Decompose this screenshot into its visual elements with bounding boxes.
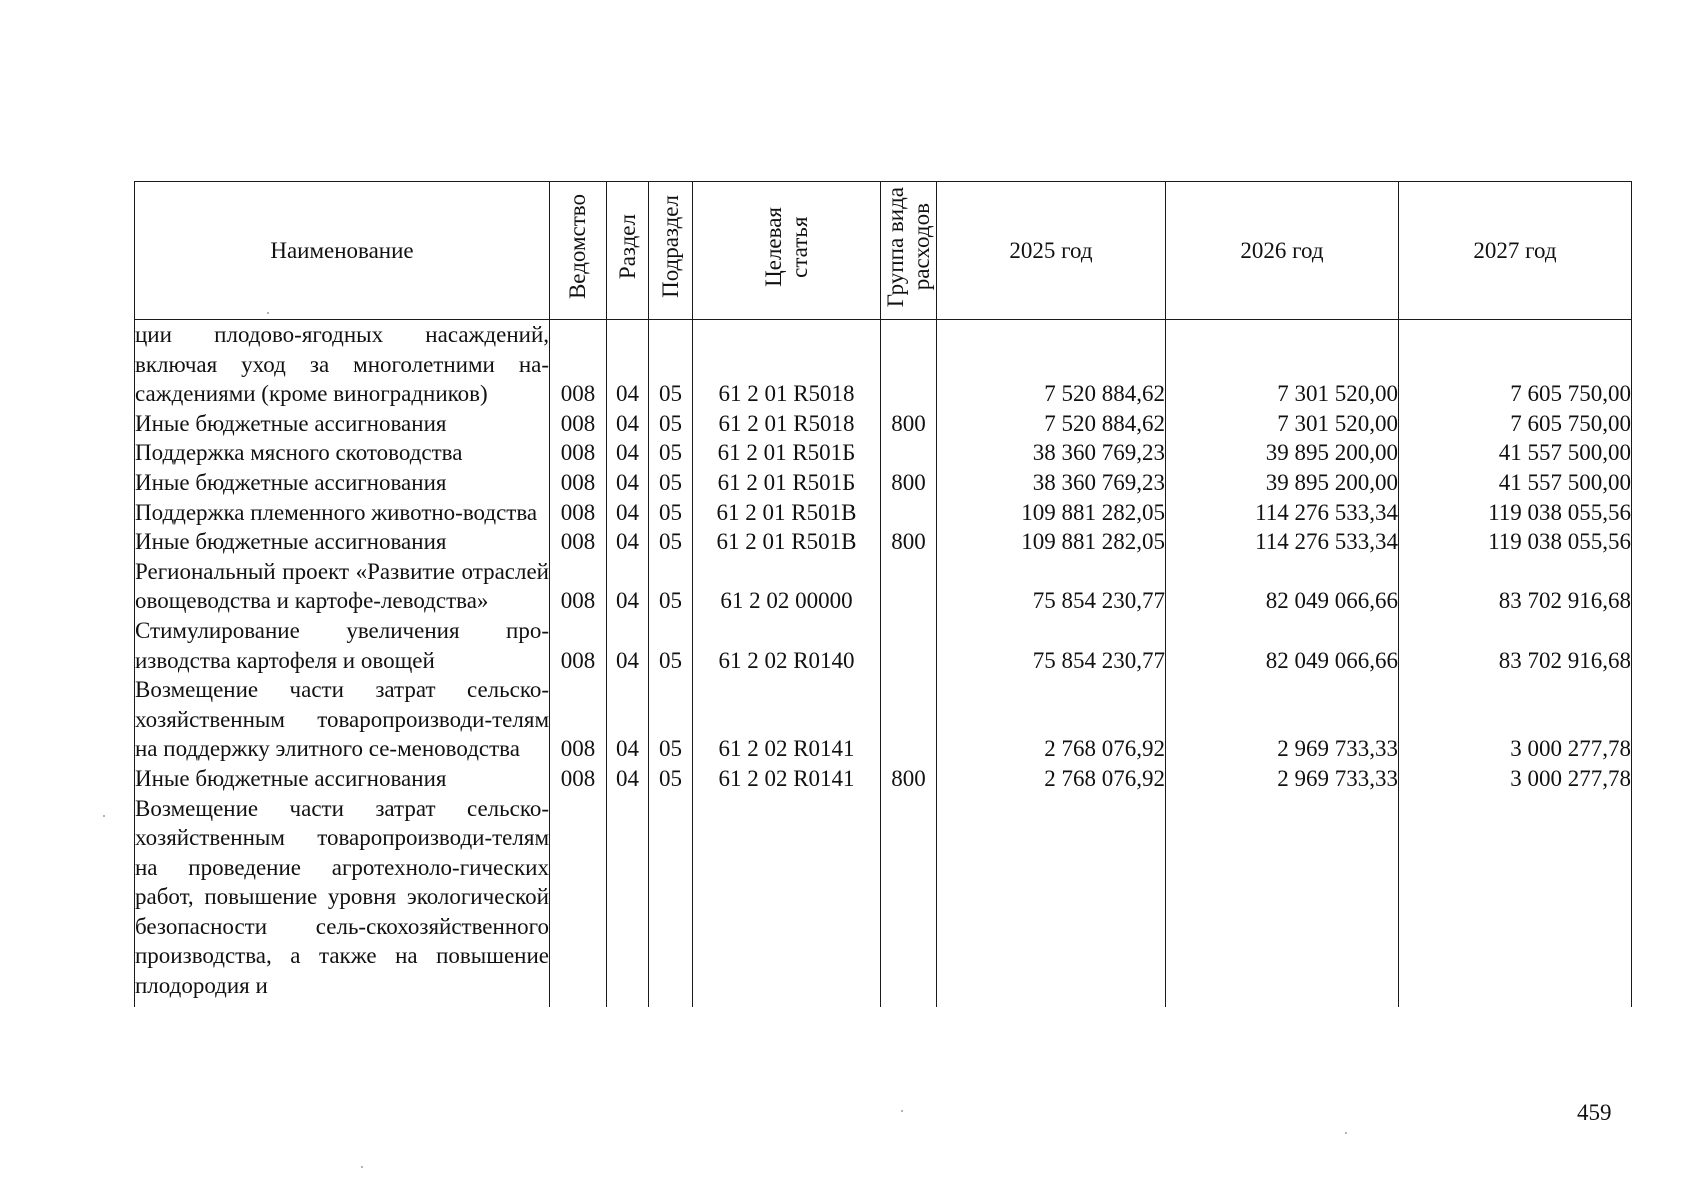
cell-amount-2027: 7 605 750,00 (1399, 409, 1632, 439)
cell-target-article: 61 2 02 R0141 (693, 675, 881, 764)
cell-expense-group (881, 498, 937, 528)
cell-amount-2027: 3 000 277,78 (1399, 764, 1632, 794)
cell-amount-2025: 109 881 282,05 (937, 498, 1166, 528)
header-target-article (693, 182, 881, 320)
table-row (135, 675, 1632, 764)
cell-name: ции плодово-ягодных насаждений, включая уход за многолетними на-саждениями (кроме виноградников) (135, 320, 550, 409)
cell-subsection (649, 794, 693, 1001)
cell-subsection: 05 (649, 675, 693, 764)
cell-expense-group: 800 (881, 409, 937, 439)
cell-name: Поддержка мясного скотоводства (135, 438, 550, 468)
table-row (135, 616, 1632, 675)
budget-table (134, 181, 1632, 1007)
cell-department (550, 794, 607, 1001)
table-row (135, 527, 1632, 557)
filler-cell (1166, 1001, 1399, 1007)
cell-amount-2025: 7 520 884,62 (937, 409, 1166, 439)
cell-amount-2027: 3 000 277,78 (1399, 675, 1632, 764)
cell-department: 008 (550, 675, 607, 764)
cell-amount-2026: 7 301 520,00 (1166, 320, 1399, 409)
cell-section: 04 (607, 527, 649, 557)
scan-speck (267, 312, 269, 314)
cell-name: Иные бюджетные ассигнования (135, 468, 550, 498)
cell-section: 04 (607, 616, 649, 675)
cell-amount-2025: 2 768 076,92 (937, 675, 1166, 764)
cell-expense-group (881, 438, 937, 468)
cell-name: Стимулирование увеличения про-изводства картофеля и овощей (135, 616, 550, 675)
scan-speck (901, 1110, 903, 1112)
cell-amount-2027: 41 557 500,00 (1399, 438, 1632, 468)
cell-amount-2025 (937, 794, 1166, 1001)
header-year-2027: 2027 год (1399, 182, 1632, 320)
filler-cell (649, 1001, 693, 1007)
cell-amount-2026 (1166, 794, 1399, 1001)
cell-amount-2027 (1399, 794, 1632, 1001)
filler-cell (693, 1001, 881, 1007)
table-header-row (135, 182, 1632, 320)
table-row (135, 498, 1632, 528)
cell-amount-2027: 83 702 916,68 (1399, 616, 1632, 675)
cell-name: Возмещение части затрат сельско-хозяйственным товаропроизводи-телям на поддержку элитного се-меноводства (135, 675, 550, 764)
cell-amount-2025: 7 520 884,62 (937, 320, 1166, 409)
cell-target-article: 61 2 02 R0140 (693, 616, 881, 675)
table-row (135, 557, 1632, 616)
cell-amount-2026: 82 049 066,66 (1166, 557, 1399, 616)
cell-target-article (693, 794, 881, 1001)
header-department: Ведомство (550, 182, 607, 320)
cell-department: 008 (550, 527, 607, 557)
cell-subsection: 05 (649, 557, 693, 616)
cell-amount-2027: 119 038 055,56 (1399, 527, 1632, 557)
cell-amount-2025: 109 881 282,05 (937, 527, 1166, 557)
table-row (135, 764, 1632, 794)
table-row (135, 409, 1632, 439)
cell-name: Иные бюджетные ассигнования (135, 764, 550, 794)
cell-target-article: 61 2 01 R501В (693, 498, 881, 528)
cell-section: 04 (607, 498, 649, 528)
header-name: Наименование (135, 182, 550, 320)
cell-section: 04 (607, 320, 649, 409)
table-row (135, 794, 1632, 1001)
cell-amount-2027: 7 605 750,00 (1399, 320, 1632, 409)
cell-name: Иные бюджетные ассигнования (135, 527, 550, 557)
filler-cell (881, 1001, 937, 1007)
cell-subsection: 05 (649, 764, 693, 794)
cell-amount-2025: 38 360 769,23 (937, 468, 1166, 498)
cell-name: Региональный проект «Развитие отраслей овощеводства и картофе-леводства» (135, 557, 550, 616)
cell-subsection: 05 (649, 320, 693, 409)
cell-expense-group (881, 794, 937, 1001)
header-expense-group (881, 182, 937, 320)
header-section: Раздел (607, 182, 649, 320)
cell-department: 008 (550, 320, 607, 409)
cell-name: Поддержка племенного животно-водства (135, 498, 550, 528)
cell-expense-group (881, 557, 937, 616)
cell-amount-2027: 41 557 500,00 (1399, 468, 1632, 498)
table-bottom-filler (135, 1001, 1632, 1007)
cell-name: Возмещение части затрат сельско-хозяйственным товаропроизводи-телям на проведение агротехноло-гических работ, повышение уровня экологической безопасности сель-скохозяйственного производства, а также на повышение плодородия и (135, 794, 550, 1001)
cell-amount-2027: 119 038 055,56 (1399, 498, 1632, 528)
cell-subsection: 05 (649, 616, 693, 675)
filler-cell (550, 1001, 607, 1007)
table-body (135, 320, 1632, 1007)
cell-department: 008 (550, 438, 607, 468)
table-row (135, 468, 1632, 498)
cell-section: 04 (607, 675, 649, 764)
cell-section: 04 (607, 764, 649, 794)
cell-amount-2026: 114 276 533,34 (1166, 498, 1399, 528)
table-row (135, 320, 1632, 409)
cell-target-article: 61 2 02 00000 (693, 557, 881, 616)
header-year-2025: 2025 год (937, 182, 1166, 320)
header-expense-group-line2: расходов (908, 203, 934, 291)
cell-expense-group (881, 616, 937, 675)
cell-amount-2026: 39 895 200,00 (1166, 438, 1399, 468)
cell-target-article: 61 2 01 R501В (693, 527, 881, 557)
cell-amount-2025: 2 768 076,92 (937, 764, 1166, 794)
cell-name: Иные бюджетные ассигнования (135, 409, 550, 439)
cell-amount-2026: 39 895 200,00 (1166, 468, 1399, 498)
cell-amount-2026: 82 049 066,66 (1166, 616, 1399, 675)
cell-target-article: 61 2 01 R5018 (693, 409, 881, 439)
cell-department: 008 (550, 409, 607, 439)
cell-target-article: 61 2 02 R0141 (693, 764, 881, 794)
cell-subsection: 05 (649, 438, 693, 468)
cell-amount-2026: 7 301 520,00 (1166, 409, 1399, 439)
cell-amount-2026: 2 969 733,33 (1166, 764, 1399, 794)
header-year-2026: 2026 год (1166, 182, 1399, 320)
cell-section: 04 (607, 557, 649, 616)
cell-expense-group: 800 (881, 764, 937, 794)
header-target-article-line2: статья (786, 216, 812, 278)
cell-department: 008 (550, 557, 607, 616)
filler-cell (937, 1001, 1166, 1007)
cell-subsection: 05 (649, 409, 693, 439)
table-row (135, 438, 1632, 468)
filler-cell (607, 1001, 649, 1007)
cell-subsection: 05 (649, 498, 693, 528)
cell-expense-group: 800 (881, 468, 937, 498)
scan-speck (103, 815, 105, 817)
cell-expense-group: 800 (881, 527, 937, 557)
cell-department: 008 (550, 616, 607, 675)
cell-amount-2025: 75 854 230,77 (937, 616, 1166, 675)
cell-expense-group (881, 320, 937, 409)
cell-amount-2025: 75 854 230,77 (937, 557, 1166, 616)
scan-speck (361, 1166, 363, 1168)
cell-amount-2026: 114 276 533,34 (1166, 527, 1399, 557)
cell-section: 04 (607, 468, 649, 498)
cell-section (607, 794, 649, 1001)
cell-target-article: 61 2 01 R501Б (693, 468, 881, 498)
scan-speck (1345, 1132, 1347, 1134)
cell-section: 04 (607, 438, 649, 468)
cell-department: 008 (550, 498, 607, 528)
header-target-article-line1: Целевая (760, 206, 786, 287)
header-subsection: Подраздел (649, 182, 693, 320)
cell-subsection: 05 (649, 527, 693, 557)
cell-expense-group (881, 675, 937, 764)
cell-amount-2026: 2 969 733,33 (1166, 675, 1399, 764)
cell-amount-2025: 38 360 769,23 (937, 438, 1166, 468)
cell-target-article: 61 2 01 R501Б (693, 438, 881, 468)
page-number: 459 (1577, 1100, 1612, 1125)
cell-department: 008 (550, 764, 607, 794)
cell-amount-2027: 83 702 916,68 (1399, 557, 1632, 616)
cell-subsection: 05 (649, 468, 693, 498)
cell-department: 008 (550, 468, 607, 498)
header-expense-group-line1: Группа вида (882, 186, 908, 307)
cell-target-article: 61 2 01 R5018 (693, 320, 881, 409)
filler-cell (135, 1001, 550, 1007)
cell-section: 04 (607, 409, 649, 439)
filler-cell (1399, 1001, 1632, 1007)
